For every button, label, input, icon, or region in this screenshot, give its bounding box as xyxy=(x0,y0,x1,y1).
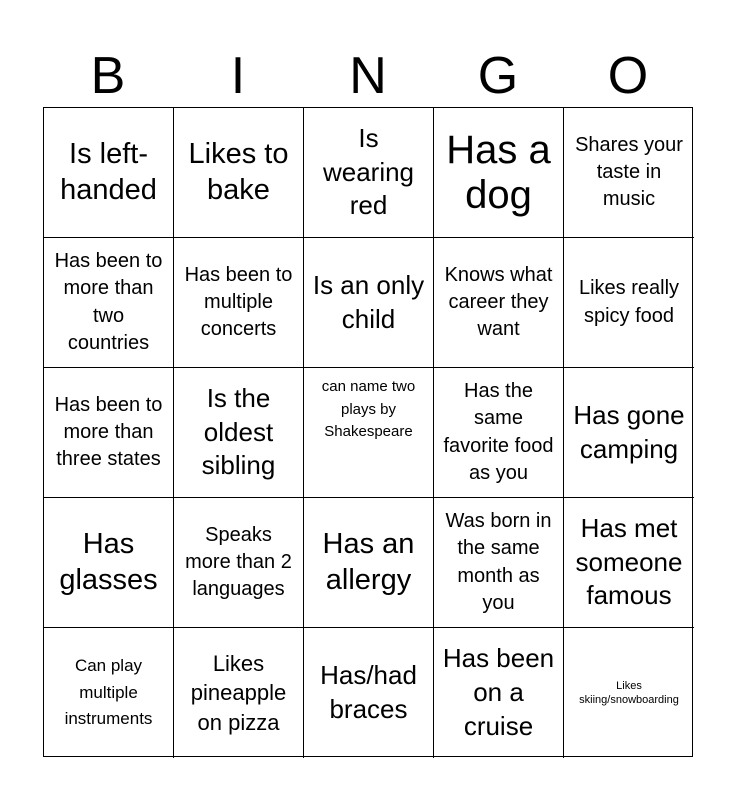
cell-text: Shares your taste in music xyxy=(575,133,683,211)
cell-text: Speaks more than 2 languages xyxy=(185,523,292,601)
bingo-cell xyxy=(304,368,434,498)
bingo-cell xyxy=(434,238,564,368)
bingo-cell xyxy=(434,368,564,498)
cell-text: Likes skiing/snowboarding xyxy=(579,679,679,706)
cell-text: Has an allergy xyxy=(322,528,415,596)
cell-text: Has been to more than three states xyxy=(54,393,163,471)
bingo-cell xyxy=(434,108,564,238)
cell-text: Is the oldest sibling xyxy=(201,382,276,481)
bingo-grid xyxy=(43,107,693,757)
bingo-cell xyxy=(434,628,564,758)
bingo-cell xyxy=(434,498,564,628)
header-letter-o: O xyxy=(607,47,649,105)
header-letter-n: N xyxy=(349,47,387,105)
bingo-cell xyxy=(44,498,174,628)
bingo-cell xyxy=(44,108,174,238)
bingo-cell xyxy=(174,368,304,498)
header-letter-i: I xyxy=(230,47,246,105)
cell-text: Has gone camping xyxy=(573,399,685,464)
cell-text: Was born in the same month as you xyxy=(445,510,552,614)
cell-text: Has been to multiple concerts xyxy=(184,263,293,341)
cell-text: Has been on a cruise xyxy=(442,643,555,741)
cell-text: Has a dog xyxy=(446,127,551,217)
cell-text: Has/had braces xyxy=(320,660,417,724)
bingo-cell xyxy=(174,628,304,758)
cell-text: Knows what career they want xyxy=(444,263,553,341)
bingo-cell xyxy=(564,368,694,498)
cell-text: Is left-handed xyxy=(60,138,157,206)
bingo-cell xyxy=(304,238,434,368)
bingo-cell xyxy=(44,628,174,758)
bingo-cell xyxy=(304,108,434,238)
cell-text: Likes really spicy food xyxy=(578,277,680,327)
cell-text: Has glasses xyxy=(59,528,158,596)
cell-text: can name two plays by Shakespeare xyxy=(321,378,416,440)
cell-text: Has the same favorite food as you xyxy=(443,380,554,484)
bingo-cell xyxy=(44,368,174,498)
bingo-cell xyxy=(304,498,434,628)
cell-text: Can play multiple instruments xyxy=(64,656,153,729)
cell-text: Likes pineapple on pizza xyxy=(190,650,287,735)
cell-text: Likes to bake xyxy=(188,138,289,206)
bingo-cell xyxy=(174,498,304,628)
cell-text: Has met someone famous xyxy=(575,512,683,611)
bingo-cell xyxy=(564,498,694,628)
bingo-cell xyxy=(564,238,694,368)
bingo-cell xyxy=(564,108,694,238)
header-letter-g: G xyxy=(477,47,519,105)
bingo-cell xyxy=(174,238,304,368)
bingo-cell xyxy=(174,108,304,238)
bingo-cell xyxy=(564,628,694,758)
cell-text: Has been to more than two countries xyxy=(54,250,163,354)
bingo-cell xyxy=(44,238,174,368)
header-letter-b: B xyxy=(90,47,126,105)
cell-text: Is wearing red xyxy=(322,122,415,221)
bingo-cell xyxy=(304,628,434,758)
bingo-header xyxy=(43,46,693,106)
cell-text: Is an only child xyxy=(312,269,425,334)
